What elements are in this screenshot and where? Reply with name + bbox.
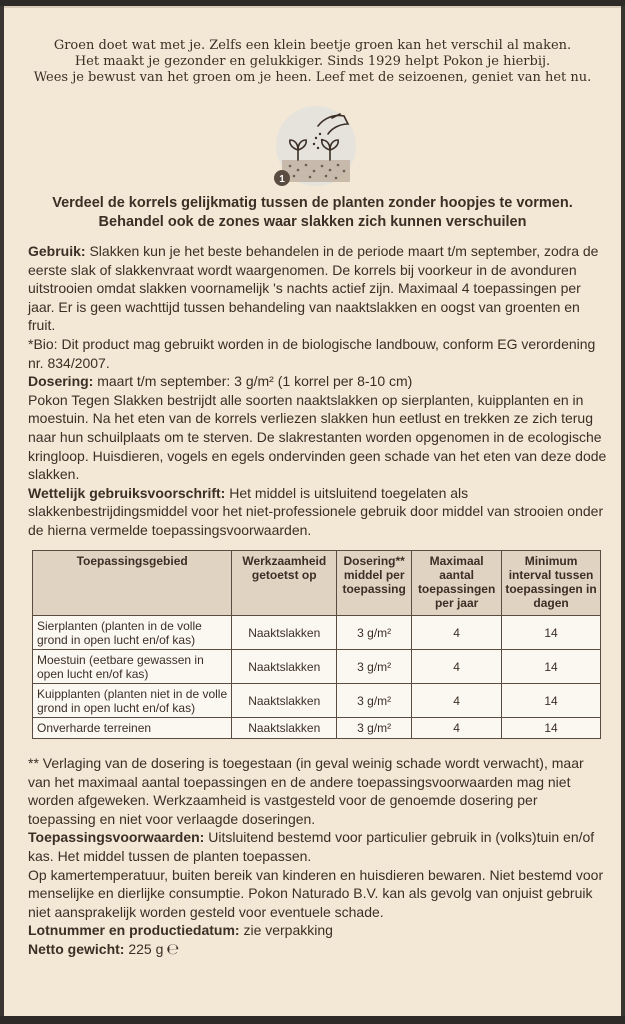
voorwaarden-label: Toepassingsvoorwaarden: (28, 829, 205, 846)
table-cell: 4 (412, 616, 502, 650)
table-row (33, 616, 601, 650)
table-cell: 14 (502, 650, 601, 684)
usage-section (28, 242, 608, 540)
package-bottom-edge (0, 1016, 625, 1024)
table-header: Toepassingsgebied (33, 551, 232, 616)
table-cell: 3 g/m² (337, 650, 412, 684)
conditions-section (28, 754, 608, 959)
table-header: Minimum interval tussen toepassingen in dagen (502, 551, 601, 616)
label-panel (4, 6, 621, 1018)
table-cell: 3 g/m² (337, 616, 412, 650)
instruction-caption (4, 194, 621, 232)
intro-line: Wees je bewust van het groen om je heen. Leef met de seizoenen, geniet van het nu. (33, 70, 592, 85)
intro-line: Groen doet wat met je. Zelfs een klein beetje groen kan het verschil al maken. (53, 38, 572, 53)
lot-text: zie verpakking (239, 922, 333, 939)
table-cell: Moestuin (eetbare gewassen in open lucht en/of kas) (33, 650, 232, 684)
table-cell: 14 (502, 718, 601, 739)
table-cell: 3 g/m² (337, 684, 412, 718)
wettelijk-text: Het middel is uitsluitend toegelaten als slakkenbestrijdingsmiddel voor het niet-professionele gebruik door middel van strooien onder de hierna vermelde toepassingsvoorwaarden. (28, 484, 604, 538)
table-cell: 4 (412, 684, 502, 718)
dosering-paragraph (28, 372, 608, 391)
intro-line: Het maakt je gezonder en gelukkiger. Sinds 1929 helpt Pokon je hierbij. (74, 54, 551, 69)
table-cell: 4 (412, 650, 502, 684)
table-row (33, 684, 601, 718)
application-table (32, 550, 601, 739)
wettelijk-paragraph (28, 484, 608, 540)
lot-label: Lotnummer en productiedatum: (28, 922, 240, 939)
table-cell: Naaktslakken (232, 650, 337, 684)
table-cell: 4 (412, 718, 502, 739)
step-number: 1 (279, 174, 285, 185)
dosering-label: Dosering: (28, 373, 94, 390)
table-cell: Naaktslakken (232, 718, 337, 739)
table-cell: 14 (502, 616, 601, 650)
table-cell: Onverharde terreinen (33, 718, 232, 739)
table-header: Dosering** middel per toepassing (337, 551, 412, 616)
netto-label: Netto gewicht: (28, 940, 125, 957)
table-cell: Naaktslakken (232, 684, 337, 718)
table-cell: Kuipplanten (planten niet in de volle grond in open lucht en/of kas) (33, 684, 232, 718)
gebruik-paragraph (28, 242, 608, 335)
caption-line: Behandel ook de zones waar slakken zich kunnen verschuilen (98, 214, 527, 230)
estimated-sign-icon: ℮ (166, 939, 180, 958)
caption-line: Verdeel de korrels gelijkmatig tussen de planten zonder hoopjes te vormen. (52, 195, 573, 211)
gebruik-label: Gebruik: (28, 243, 86, 259)
table-row (33, 650, 601, 684)
voorwaarden-text: Uitsluitend bestemd voor particulier gebruik in (volks)tuin en/of kas. Het middel tussen de planten toepassen. (28, 829, 595, 864)
gebruik-text: Slakken kun je het beste behandelen in de periode maart t/m september, zodra de eerste slak of slakkenvraat wordt waargenomen. De korrels bij voorkeur in de avonduren uitstrooien omdat slakken voornamelijk 's nachts actief zijn. Maximaal 4 toepassingen per jaar. Er is geen wachttijd tussen behandeling van naaktslakken en oogst van groenten en fruit. (28, 243, 599, 334)
table-header: Werkzaamheid getoetst op (232, 551, 337, 616)
netto-paragraph (28, 940, 608, 959)
lot-paragraph (28, 921, 608, 940)
table-cell: 14 (502, 684, 601, 718)
table-header-row (33, 551, 601, 616)
storage-paragraph: Op kamertemperatuur, buiten bereik van kinderen en huisdieren bewaren. Niet bestemd voor menselijke en dierlijke consumptie. Pokon Naturado B.V. kan als gevolg van onjuist gebruik niet aansprakelijk worden gesteld voor eventuele schade. (28, 866, 604, 920)
intro-text (4, 38, 621, 86)
table-cell: 3 g/m² (337, 718, 412, 739)
table-header: Maximaal aantal toepassingen per jaar (412, 551, 502, 616)
voorwaarden-paragraph (28, 828, 608, 865)
netto-text: 225 g (124, 940, 164, 957)
wettelijk-label: Wettelijk gebruiksvoorschrift: (28, 484, 226, 501)
table-cell: Naaktslakken (232, 616, 337, 650)
description-paragraph: Pokon Tegen Slakken bestrijdt alle soorten naaktslakken op sierplanten, kuipplanten en in moestuin. Na het eten van de korrels verliezen slakken hun eetlust en trekken ze zich terug naar hun schuilplaats om te sterven. De slakrestanten worden opgenomen in de ecologische kringloop. Huisdieren, vogels en egels ondervinden geen schade van het eten van deze dode slakken. (28, 391, 607, 483)
table-row (33, 718, 601, 739)
footnote-paragraph: ** Verlaging van de dosering is toegestaan (in geval weinig schade wordt verwacht), maar van het maximaal aantal toepassingen en de andere toepassingsvoorwaarden mag niet worden afgeweken. Werkzaamheid is vastgesteld voor de genoemde dosering per toepassing en niet voor verlaagde doseringen. (28, 755, 584, 827)
table-cell: Sierplanten (planten in de volle grond in open lucht en/of kas) (33, 616, 232, 650)
spreading-granules-illustration (274, 104, 358, 188)
bio-paragraph: *Bio: Dit product mag gebruikt worden in de biologische landbouw, conform EG verordening nr. 834/2007. (28, 335, 596, 371)
dosering-text: maart t/m september: 3 g/m² (1 korrel per 8-10 cm) (93, 373, 413, 390)
